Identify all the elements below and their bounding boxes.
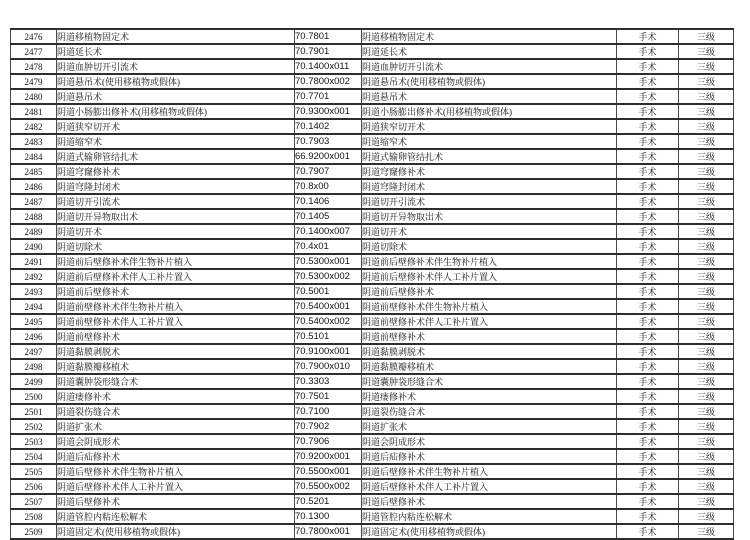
level-cell: 三级	[679, 494, 734, 509]
category-cell: 手术	[617, 434, 679, 449]
procedure-name-repeat-cell: 阴道后壁修补术	[362, 494, 617, 509]
level-cell: 三级	[679, 134, 734, 149]
table-row	[11, 149, 734, 164]
table-row	[11, 449, 734, 464]
table-row	[11, 209, 734, 224]
sequence-number-cell: 2484	[11, 149, 57, 164]
procedure-code-cell: 70.7800x001	[295, 524, 362, 539]
level-cell: 三级	[679, 404, 734, 419]
level-cell: 三级	[679, 434, 734, 449]
procedure-name-repeat-cell: 阴道移植物固定术	[362, 29, 617, 44]
procedure-name-repeat-cell: 阴道管腔内粘连松解术	[362, 509, 617, 524]
sequence-number-cell: 2495	[11, 314, 57, 329]
table-row	[11, 164, 734, 179]
sequence-number-cell: 2509	[11, 524, 57, 539]
procedure-code-cell: 70.7901	[295, 44, 362, 59]
sequence-number-cell: 2506	[11, 479, 57, 494]
table-row	[11, 104, 734, 119]
table-row	[11, 284, 734, 299]
procedure-code-cell: 70.4x01	[295, 239, 362, 254]
procedure-name-cell: 阴道裂伤缝合术	[57, 404, 295, 419]
procedure-name-cell: 阴道囊肿袋形缝合术	[57, 374, 295, 389]
level-cell: 三级	[679, 29, 734, 44]
procedure-name-cell: 阴道切开异物取出术	[57, 209, 295, 224]
procedure-name-cell: 阴道前壁修补术伴生物补片植入	[57, 299, 295, 314]
level-cell: 三级	[679, 419, 734, 434]
category-cell: 手术	[617, 149, 679, 164]
procedure-name-cell: 阴道瘘修补术	[57, 389, 295, 404]
procedure-name-cell: 阴道切除术	[57, 239, 295, 254]
procedure-name-repeat-cell: 阴道切开术	[362, 224, 617, 239]
category-cell: 手术	[617, 329, 679, 344]
table-row	[11, 524, 734, 539]
procedure-code-cell: 70.1402	[295, 119, 362, 134]
procedure-name-cell: 阴道会阴成形术	[57, 434, 295, 449]
procedure-name-repeat-cell: 阴道式输卵管结扎术	[362, 149, 617, 164]
table-row	[11, 134, 734, 149]
procedure-name-cell: 阴道前壁修补术	[57, 329, 295, 344]
procedure-code-cell: 70.5101	[295, 329, 362, 344]
level-cell: 三级	[679, 284, 734, 299]
sequence-number-cell: 2493	[11, 284, 57, 299]
procedure-name-repeat-cell: 阴道瘘修补术	[362, 389, 617, 404]
procedure-code-cell: 70.1400x011	[295, 59, 362, 74]
level-cell: 三级	[679, 104, 734, 119]
table-row	[11, 359, 734, 374]
procedure-code-cell: 70.5300x002	[295, 269, 362, 284]
sequence-number-cell: 2480	[11, 89, 57, 104]
procedure-name-repeat-cell: 阴道前后壁修补术伴人工补片置入	[362, 269, 617, 284]
level-cell: 三级	[679, 389, 734, 404]
sequence-number-cell: 2507	[11, 494, 57, 509]
category-cell: 手术	[617, 524, 679, 539]
level-cell: 三级	[679, 119, 734, 134]
procedure-name-repeat-cell: 阴道缩窄术	[362, 134, 617, 149]
procedure-name-cell: 阴道管腔内粘连松解术	[57, 509, 295, 524]
sequence-number-cell: 2479	[11, 74, 57, 89]
sequence-number-cell: 2504	[11, 449, 57, 464]
sequence-number-cell: 2483	[11, 134, 57, 149]
category-cell: 手术	[617, 344, 679, 359]
procedure-code-cell: 70.7501	[295, 389, 362, 404]
category-cell: 手术	[617, 134, 679, 149]
level-cell: 三级	[679, 269, 734, 284]
level-cell: 三级	[679, 164, 734, 179]
sequence-number-cell: 2502	[11, 419, 57, 434]
procedure-name-repeat-cell: 阴道延长术	[362, 44, 617, 59]
procedure-name-cell: 阴道穹隆封闭术	[57, 179, 295, 194]
sequence-number-cell: 2500	[11, 389, 57, 404]
sequence-number-cell: 2492	[11, 269, 57, 284]
procedure-name-repeat-cell: 阴道会阴成形术	[362, 434, 617, 449]
sequence-number-cell: 2476	[11, 29, 57, 44]
category-cell: 手术	[617, 494, 679, 509]
category-cell: 手术	[617, 239, 679, 254]
table-row	[11, 74, 734, 89]
table-row	[11, 479, 734, 494]
procedure-name-repeat-cell: 阴道后壁修补术伴人工补片置入	[362, 479, 617, 494]
procedure-code-cell: 70.5400x002	[295, 314, 362, 329]
procedure-name-cell: 阴道前后壁修补术伴生物补片植入	[57, 254, 295, 269]
category-cell: 手术	[617, 89, 679, 104]
category-cell: 手术	[617, 269, 679, 284]
level-cell: 三级	[679, 329, 734, 344]
table-row	[11, 509, 734, 524]
level-cell: 三级	[679, 224, 734, 239]
procedure-code-cell: 70.5500x001	[295, 464, 362, 479]
level-cell: 三级	[679, 299, 734, 314]
level-cell: 三级	[679, 239, 734, 254]
sequence-number-cell: 2486	[11, 179, 57, 194]
sequence-number-cell: 2497	[11, 344, 57, 359]
procedure-code-cell: 70.7801	[295, 29, 362, 44]
procedure-code-cell: 70.7100	[295, 404, 362, 419]
procedure-name-repeat-cell: 阴道黏膜剥脱术	[362, 344, 617, 359]
table-row	[11, 434, 734, 449]
level-cell: 三级	[679, 74, 734, 89]
table-row	[11, 404, 734, 419]
category-cell: 手术	[617, 404, 679, 419]
procedure-code-cell: 70.9300x001	[295, 104, 362, 119]
category-cell: 手术	[617, 449, 679, 464]
level-cell: 三级	[679, 194, 734, 209]
procedure-name-cell: 阴道移植物固定术	[57, 29, 295, 44]
table-row	[11, 59, 734, 74]
table-row	[11, 269, 734, 284]
procedure-name-cell: 阴道切开术	[57, 224, 295, 239]
procedure-name-cell: 阴道后疝修补术	[57, 449, 295, 464]
level-cell: 三级	[679, 509, 734, 524]
procedure-classification-table	[10, 28, 734, 540]
procedure-name-repeat-cell: 阴道切开引流术	[362, 194, 617, 209]
procedure-name-cell: 阴道黏膜剥脱术	[57, 344, 295, 359]
table-row	[11, 329, 734, 344]
procedure-name-cell: 阴道后壁修补术	[57, 494, 295, 509]
procedure-name-cell: 阴道缩窄术	[57, 134, 295, 149]
procedure-code-cell: 70.9100x001	[295, 344, 362, 359]
category-cell: 手术	[617, 419, 679, 434]
procedure-code-cell: 70.7701	[295, 89, 362, 104]
procedure-code-cell: 70.7906	[295, 434, 362, 449]
table-row	[11, 29, 734, 44]
sequence-number-cell: 2487	[11, 194, 57, 209]
sequence-number-cell: 2490	[11, 239, 57, 254]
procedure-name-cell: 阴道后壁修补术伴人工补片置入	[57, 479, 295, 494]
table-row	[11, 194, 734, 209]
procedure-name-cell: 阴道狭窄切开术	[57, 119, 295, 134]
procedure-code-cell: 70.3303	[295, 374, 362, 389]
procedure-code-cell: 70.5300x001	[295, 254, 362, 269]
category-cell: 手术	[617, 209, 679, 224]
category-cell: 手术	[617, 164, 679, 179]
procedure-code-cell: 70.5400x001	[295, 299, 362, 314]
procedure-name-repeat-cell: 阴道囊肿袋形缝合术	[362, 374, 617, 389]
level-cell: 三级	[679, 89, 734, 104]
procedure-name-cell: 阴道固定术(使用移植物或假体)	[57, 524, 295, 539]
procedure-name-repeat-cell: 阴道扩张术	[362, 419, 617, 434]
table-row	[11, 344, 734, 359]
procedure-name-repeat-cell: 阴道血肿切开引流术	[362, 59, 617, 74]
procedure-name-cell: 阴道悬吊术	[57, 89, 295, 104]
level-cell: 三级	[679, 254, 734, 269]
procedure-code-cell: 70.5201	[295, 494, 362, 509]
table-row	[11, 119, 734, 134]
procedure-name-cell: 阴道后壁修补术伴生物补片植入	[57, 464, 295, 479]
category-cell: 手术	[617, 509, 679, 524]
procedure-name-repeat-cell: 阴道前壁修补术伴生物补片植入	[362, 299, 617, 314]
procedure-name-repeat-cell: 阴道前后壁修补术伴生物补片植入	[362, 254, 617, 269]
sequence-number-cell: 2488	[11, 209, 57, 224]
sequence-number-cell: 2496	[11, 329, 57, 344]
category-cell: 手术	[617, 254, 679, 269]
level-cell: 三级	[679, 179, 734, 194]
table-row	[11, 179, 734, 194]
table-body	[11, 29, 734, 539]
table-row	[11, 224, 734, 239]
procedure-name-repeat-cell: 阴道后疝修补术	[362, 449, 617, 464]
category-cell: 手术	[617, 224, 679, 239]
procedure-name-cell: 阴道前后壁修补术伴人工补片置入	[57, 269, 295, 284]
procedure-name-repeat-cell: 阴道前后壁修补术	[362, 284, 617, 299]
procedure-name-cell: 阴道前后壁修补术	[57, 284, 295, 299]
table-row	[11, 494, 734, 509]
procedure-name-cell: 阴道穹窿修补术	[57, 164, 295, 179]
procedure-code-cell: 70.9200x001	[295, 449, 362, 464]
table-row	[11, 239, 734, 254]
procedure-name-cell: 阴道血肿切开引流术	[57, 59, 295, 74]
procedure-name-repeat-cell: 阴道后壁修补术伴生物补片植入	[362, 464, 617, 479]
category-cell: 手术	[617, 44, 679, 59]
procedure-name-repeat-cell: 阴道穹隆封闭术	[362, 179, 617, 194]
procedure-name-repeat-cell: 阴道前壁修补术	[362, 329, 617, 344]
sequence-number-cell: 2505	[11, 464, 57, 479]
sequence-number-cell: 2481	[11, 104, 57, 119]
procedure-name-repeat-cell: 阴道狭窄切开术	[362, 119, 617, 134]
level-cell: 三级	[679, 149, 734, 164]
procedure-code-cell: 70.1400x007	[295, 224, 362, 239]
procedure-name-repeat-cell: 阴道切除术	[362, 239, 617, 254]
sequence-number-cell: 2494	[11, 299, 57, 314]
sequence-number-cell: 2485	[11, 164, 57, 179]
procedure-code-cell: 70.7903	[295, 134, 362, 149]
procedure-name-cell: 阴道扩张术	[57, 419, 295, 434]
category-cell: 手术	[617, 479, 679, 494]
procedure-name-cell: 阴道黏膜瓣移植术	[57, 359, 295, 374]
category-cell: 手术	[617, 74, 679, 89]
procedure-code-cell: 66.9200x001	[295, 149, 362, 164]
sequence-number-cell: 2508	[11, 509, 57, 524]
category-cell: 手术	[617, 314, 679, 329]
procedure-name-repeat-cell: 阴道固定术(使用移植物或假体)	[362, 524, 617, 539]
category-cell: 手术	[617, 104, 679, 119]
procedure-code-cell: 70.8x00	[295, 179, 362, 194]
sequence-number-cell: 2501	[11, 404, 57, 419]
sequence-number-cell: 2498	[11, 359, 57, 374]
category-cell: 手术	[617, 194, 679, 209]
procedure-code-cell: 70.7907	[295, 164, 362, 179]
procedure-name-repeat-cell: 阴道切开异物取出术	[362, 209, 617, 224]
table-row	[11, 254, 734, 269]
procedure-code-cell: 70.7902	[295, 419, 362, 434]
procedure-code-cell: 70.7900x010	[295, 359, 362, 374]
table-row	[11, 89, 734, 104]
table-row	[11, 314, 734, 329]
level-cell: 三级	[679, 479, 734, 494]
procedure-name-cell: 阴道切开引流术	[57, 194, 295, 209]
level-cell: 三级	[679, 314, 734, 329]
level-cell: 三级	[679, 44, 734, 59]
procedure-name-cell: 阴道悬吊术(使用移植物或假体)	[57, 74, 295, 89]
procedure-name-repeat-cell: 阴道黏膜瓣移植术	[362, 359, 617, 374]
procedure-code-cell: 70.7800x002	[295, 74, 362, 89]
table-row	[11, 464, 734, 479]
procedure-code-cell: 70.5001	[295, 284, 362, 299]
sequence-number-cell: 2478	[11, 59, 57, 74]
level-cell: 三级	[679, 59, 734, 74]
category-cell: 手术	[617, 389, 679, 404]
procedure-name-repeat-cell: 阴道小肠膨出修补术(用移植物或假体)	[362, 104, 617, 119]
procedure-name-repeat-cell: 阴道悬吊术	[362, 89, 617, 104]
level-cell: 三级	[679, 374, 734, 389]
table-row	[11, 374, 734, 389]
procedure-name-repeat-cell: 阴道裂伤缝合术	[362, 404, 617, 419]
sequence-number-cell: 2503	[11, 434, 57, 449]
procedure-name-cell: 阴道小肠膨出修补术(用移植物或假体)	[57, 104, 295, 119]
sequence-number-cell: 2499	[11, 374, 57, 389]
procedure-name-cell: 阴道延长术	[57, 44, 295, 59]
category-cell: 手术	[617, 119, 679, 134]
sequence-number-cell: 2491	[11, 254, 57, 269]
category-cell: 手术	[617, 359, 679, 374]
level-cell: 三级	[679, 344, 734, 359]
procedure-name-repeat-cell: 阴道前壁修补术伴人工补片置入	[362, 314, 617, 329]
category-cell: 手术	[617, 59, 679, 74]
category-cell: 手术	[617, 29, 679, 44]
procedure-name-repeat-cell: 阴道穹窿修补术	[362, 164, 617, 179]
procedure-name-cell: 阴道式输卵管结扎术	[57, 149, 295, 164]
procedure-code-cell: 70.1406	[295, 194, 362, 209]
table-row	[11, 44, 734, 59]
category-cell: 手术	[617, 179, 679, 194]
sequence-number-cell: 2477	[11, 44, 57, 59]
procedure-name-cell: 阴道前壁修补术伴人工补片置入	[57, 314, 295, 329]
sequence-number-cell: 2482	[11, 119, 57, 134]
level-cell: 三级	[679, 524, 734, 539]
procedure-code-cell: 70.1300	[295, 509, 362, 524]
sequence-number-cell: 2489	[11, 224, 57, 239]
table-row	[11, 299, 734, 314]
category-cell: 手术	[617, 299, 679, 314]
procedure-code-cell: 70.1405	[295, 209, 362, 224]
category-cell: 手术	[617, 464, 679, 479]
procedure-code-cell: 70.5500x002	[295, 479, 362, 494]
category-cell: 手术	[617, 374, 679, 389]
table-row	[11, 419, 734, 434]
level-cell: 三级	[679, 359, 734, 374]
procedure-name-repeat-cell: 阴道悬吊术(使用移植物或假体)	[362, 74, 617, 89]
level-cell: 三级	[679, 464, 734, 479]
level-cell: 三级	[679, 209, 734, 224]
table-row	[11, 389, 734, 404]
category-cell: 手术	[617, 284, 679, 299]
level-cell: 三级	[679, 449, 734, 464]
